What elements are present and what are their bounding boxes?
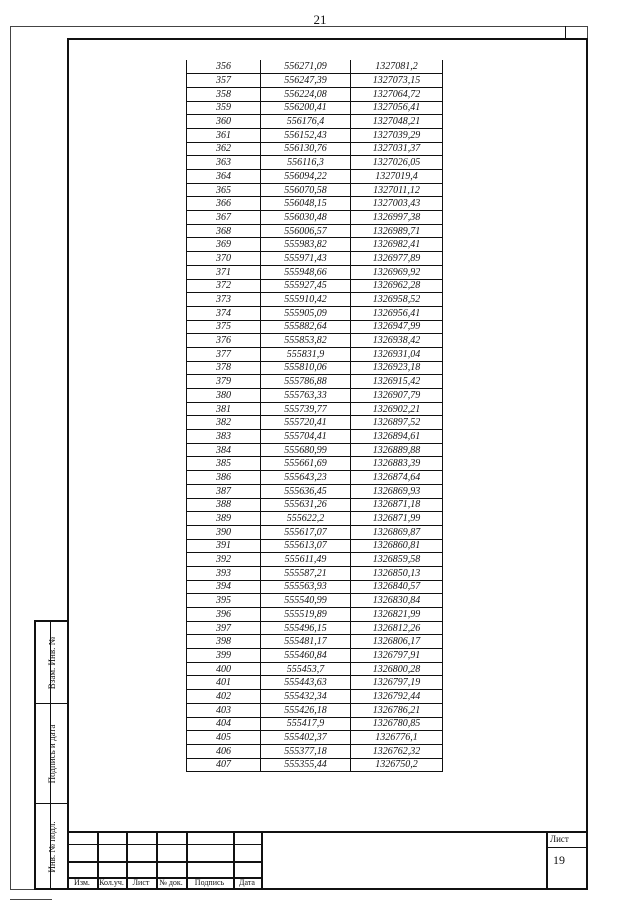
- table-row: [187, 375, 443, 389]
- point-number-cell: 360: [187, 115, 261, 129]
- y-coordinate-cell: 1326982,41: [351, 238, 443, 252]
- sheet-number: 19: [553, 853, 565, 867]
- x-coordinate-cell: 556176,4: [261, 115, 351, 129]
- stamp-column-label: Лист: [132, 878, 150, 887]
- x-coordinate-cell: 556130,76: [261, 142, 351, 156]
- x-coordinate-cell: 555402,37: [261, 731, 351, 745]
- point-number-cell: 382: [187, 416, 261, 430]
- point-number-cell: 364: [187, 170, 261, 184]
- y-coordinate-cell: 1326883,39: [351, 457, 443, 471]
- table-row: [187, 649, 443, 663]
- y-coordinate-cell: 1326947,99: [351, 320, 443, 334]
- y-coordinate-cell: 1326786,21: [351, 703, 443, 717]
- table-row: [187, 265, 443, 279]
- table-row: [187, 197, 443, 211]
- point-number-cell: 365: [187, 183, 261, 197]
- table-row: [187, 279, 443, 293]
- table-row: [187, 238, 443, 252]
- x-coordinate-cell: 555636,45: [261, 484, 351, 498]
- point-number-cell: 402: [187, 690, 261, 704]
- x-coordinate-cell: 555643,23: [261, 471, 351, 485]
- point-number-cell: 404: [187, 717, 261, 731]
- y-coordinate-cell: 1326840,57: [351, 580, 443, 594]
- point-number-cell: 396: [187, 608, 261, 622]
- x-coordinate-cell: 555587,21: [261, 566, 351, 580]
- x-coordinate-cell: 555971,43: [261, 252, 351, 266]
- table-row: [187, 87, 443, 101]
- x-coordinate-cell: 555983,82: [261, 238, 351, 252]
- y-coordinate-cell: 1326869,93: [351, 484, 443, 498]
- stamp-column-label: Подпись: [194, 878, 225, 887]
- side-strip-divider: [50, 620, 51, 890]
- stamp-hline: [67, 831, 588, 833]
- table-row: [187, 731, 443, 745]
- y-coordinate-cell: 1326869,87: [351, 525, 443, 539]
- x-coordinate-cell: 556200,41: [261, 101, 351, 115]
- y-coordinate-cell: 1326797,91: [351, 649, 443, 663]
- x-coordinate-cell: 556116,3: [261, 156, 351, 170]
- point-number-cell: 401: [187, 676, 261, 690]
- point-number-cell: 366: [187, 197, 261, 211]
- table-row: [187, 635, 443, 649]
- point-number-cell: 390: [187, 525, 261, 539]
- table-row: [187, 566, 443, 580]
- x-coordinate-cell: 555443,63: [261, 676, 351, 690]
- sheet-label: Лист: [550, 834, 569, 844]
- point-number-cell: 407: [187, 758, 261, 772]
- x-coordinate-cell: 555453,7: [261, 662, 351, 676]
- table-row: [187, 361, 443, 375]
- x-coordinate-cell: 555882,64: [261, 320, 351, 334]
- y-coordinate-cell: 1326830,84: [351, 594, 443, 608]
- y-coordinate-cell: 1326962,28: [351, 279, 443, 293]
- point-number-cell: 356: [187, 60, 261, 74]
- table-row: [187, 224, 443, 238]
- table-row: [187, 293, 443, 307]
- side-label-signature: Подпись и дата: [46, 724, 57, 783]
- x-coordinate-cell: 555622,2: [261, 512, 351, 526]
- point-number-cell: 381: [187, 402, 261, 416]
- y-coordinate-cell: 1327048,21: [351, 115, 443, 129]
- y-coordinate-cell: 1326938,42: [351, 334, 443, 348]
- y-coordinate-cell: 1326907,79: [351, 389, 443, 403]
- y-coordinate-cell: 1326821,99: [351, 608, 443, 622]
- table-row: [187, 744, 443, 758]
- x-coordinate-cell: 555763,33: [261, 389, 351, 403]
- y-coordinate-cell: 1326860,81: [351, 539, 443, 553]
- x-coordinate-cell: 555661,69: [261, 457, 351, 471]
- table-row: [187, 553, 443, 567]
- point-number-cell: 383: [187, 430, 261, 444]
- table-row: [187, 320, 443, 334]
- table-row: [187, 580, 443, 594]
- table-row: [187, 252, 443, 266]
- point-number-cell: 370: [187, 252, 261, 266]
- point-number-cell: 373: [187, 293, 261, 307]
- table-row: [187, 115, 443, 129]
- point-number-cell: 362: [187, 142, 261, 156]
- y-coordinate-cell: 1326762,32: [351, 744, 443, 758]
- table-row: [187, 662, 443, 676]
- stamp-column-label: Дата: [239, 878, 255, 887]
- table-row: [187, 443, 443, 457]
- point-number-cell: 363: [187, 156, 261, 170]
- y-coordinate-cell: 1326850,13: [351, 566, 443, 580]
- y-coordinate-cell: 1326989,71: [351, 224, 443, 238]
- point-number-cell: 400: [187, 662, 261, 676]
- x-coordinate-cell: 555460,84: [261, 649, 351, 663]
- point-number-cell: 395: [187, 594, 261, 608]
- x-coordinate-cell: 555432,34: [261, 690, 351, 704]
- table-row: [187, 498, 443, 512]
- table-row: [187, 621, 443, 635]
- y-coordinate-cell: 1326806,17: [351, 635, 443, 649]
- y-coordinate-cell: 1326800,28: [351, 662, 443, 676]
- x-coordinate-cell: 555540,99: [261, 594, 351, 608]
- point-number-cell: 377: [187, 347, 261, 361]
- x-coordinate-cell: 555496,15: [261, 621, 351, 635]
- point-number-cell: 405: [187, 731, 261, 745]
- y-coordinate-cell: 1327003,43: [351, 197, 443, 211]
- x-coordinate-cell: 555786,88: [261, 375, 351, 389]
- x-coordinate-cell: 555631,26: [261, 498, 351, 512]
- point-number-cell: 368: [187, 224, 261, 238]
- point-number-cell: 397: [187, 621, 261, 635]
- x-coordinate-cell: 555680,99: [261, 443, 351, 457]
- table-row: [187, 334, 443, 348]
- stamp-vline: [546, 831, 548, 890]
- table-row: [187, 170, 443, 184]
- y-coordinate-cell: 1326956,41: [351, 306, 443, 320]
- y-coordinate-cell: 1326812,26: [351, 621, 443, 635]
- bottom-mark: [10, 899, 52, 900]
- coordinates-table-body: [187, 60, 443, 772]
- table-row: [187, 703, 443, 717]
- point-number-cell: 394: [187, 580, 261, 594]
- stamp-column-label: Кол.уч.: [99, 878, 124, 887]
- y-coordinate-cell: 1326915,42: [351, 375, 443, 389]
- point-number-cell: 398: [187, 635, 261, 649]
- x-coordinate-cell: 555905,09: [261, 306, 351, 320]
- y-coordinate-cell: 1326889,88: [351, 443, 443, 457]
- x-coordinate-cell: 556070,58: [261, 183, 351, 197]
- x-coordinate-cell: 555417,9: [261, 717, 351, 731]
- x-coordinate-cell: 555720,41: [261, 416, 351, 430]
- point-number-cell: 361: [187, 128, 261, 142]
- y-coordinate-cell: 1326871,18: [351, 498, 443, 512]
- point-number-cell: 385: [187, 457, 261, 471]
- coordinates-table: [186, 60, 443, 772]
- y-coordinate-cell: 1326874,64: [351, 471, 443, 485]
- side-label-replacement: Взам. Инв. №: [46, 636, 57, 689]
- y-coordinate-cell: 1327019,4: [351, 170, 443, 184]
- table-row: [187, 347, 443, 361]
- point-number-cell: 391: [187, 539, 261, 553]
- table-row: [187, 457, 443, 471]
- y-coordinate-cell: 1326776,1: [351, 731, 443, 745]
- x-coordinate-cell: 555611,49: [261, 553, 351, 567]
- point-number-cell: 371: [187, 265, 261, 279]
- table-row: [187, 211, 443, 225]
- stamp-vline: [261, 831, 263, 890]
- y-coordinate-cell: 1326792,44: [351, 690, 443, 704]
- point-number-cell: 380: [187, 389, 261, 403]
- page-number: 21: [313, 12, 327, 27]
- y-coordinate-cell: 1327056,41: [351, 101, 443, 115]
- table-row: [187, 142, 443, 156]
- y-coordinate-cell: 1327081,2: [351, 60, 443, 74]
- point-number-cell: 403: [187, 703, 261, 717]
- point-number-cell: 388: [187, 498, 261, 512]
- x-coordinate-cell: 556094,22: [261, 170, 351, 184]
- table-row: [187, 402, 443, 416]
- x-coordinate-cell: 555910,42: [261, 293, 351, 307]
- point-number-cell: 392: [187, 553, 261, 567]
- table-row: [187, 416, 443, 430]
- y-coordinate-cell: 1327073,15: [351, 74, 443, 88]
- side-cell-replacement: [36, 622, 67, 704]
- table-row: [187, 758, 443, 772]
- table-row: [187, 306, 443, 320]
- y-coordinate-cell: 1326931,04: [351, 347, 443, 361]
- x-coordinate-cell: 555810,06: [261, 361, 351, 375]
- point-number-cell: 387: [187, 484, 261, 498]
- table-row: [187, 676, 443, 690]
- table-row: [187, 512, 443, 526]
- point-number-cell: 375: [187, 320, 261, 334]
- y-coordinate-cell: 1326750,2: [351, 758, 443, 772]
- point-number-cell: 369: [187, 238, 261, 252]
- y-coordinate-cell: 1326958,52: [351, 293, 443, 307]
- point-number-cell: 379: [187, 375, 261, 389]
- point-number-cell: 358: [187, 87, 261, 101]
- y-coordinate-cell: 1326977,89: [351, 252, 443, 266]
- table-row: [187, 525, 443, 539]
- x-coordinate-cell: 556152,43: [261, 128, 351, 142]
- x-coordinate-cell: 556247,39: [261, 74, 351, 88]
- corner-tab: [565, 26, 566, 38]
- y-coordinate-cell: 1326780,85: [351, 717, 443, 731]
- x-coordinate-cell: 556048,15: [261, 197, 351, 211]
- table-row: [187, 717, 443, 731]
- title-block: [67, 831, 588, 890]
- point-number-cell: 386: [187, 471, 261, 485]
- stamp-hline: [546, 847, 588, 848]
- y-coordinate-cell: 1327011,12: [351, 183, 443, 197]
- x-coordinate-cell: 555563,93: [261, 580, 351, 594]
- y-coordinate-cell: 1327039,29: [351, 128, 443, 142]
- table-row: [187, 471, 443, 485]
- table-row: [187, 484, 443, 498]
- point-number-cell: 359: [187, 101, 261, 115]
- table-row: [187, 128, 443, 142]
- y-coordinate-cell: 1326997,38: [351, 211, 443, 225]
- x-coordinate-cell: 555704,41: [261, 430, 351, 444]
- point-number-cell: 378: [187, 361, 261, 375]
- table-row: [187, 183, 443, 197]
- x-coordinate-cell: 555355,44: [261, 758, 351, 772]
- x-coordinate-cell: 555426,18: [261, 703, 351, 717]
- point-number-cell: 372: [187, 279, 261, 293]
- x-coordinate-cell: 555519,89: [261, 608, 351, 622]
- table-row: [187, 690, 443, 704]
- point-number-cell: 367: [187, 211, 261, 225]
- table-row: [187, 594, 443, 608]
- point-number-cell: 389: [187, 512, 261, 526]
- x-coordinate-cell: 555377,18: [261, 744, 351, 758]
- x-coordinate-cell: 556271,09: [261, 60, 351, 74]
- table-row: [187, 389, 443, 403]
- y-coordinate-cell: 1327026,05: [351, 156, 443, 170]
- table-row: [187, 74, 443, 88]
- x-coordinate-cell: 555739,77: [261, 402, 351, 416]
- point-number-cell: 374: [187, 306, 261, 320]
- x-coordinate-cell: 556006,57: [261, 224, 351, 238]
- x-coordinate-cell: 555853,82: [261, 334, 351, 348]
- side-label-inventory: Инв. № подл.: [46, 821, 57, 873]
- x-coordinate-cell: 555831,9: [261, 347, 351, 361]
- y-coordinate-cell: 1326894,61: [351, 430, 443, 444]
- table-row: [187, 430, 443, 444]
- y-coordinate-cell: 1326871,99: [351, 512, 443, 526]
- table-row: [187, 101, 443, 115]
- y-coordinate-cell: 1327064,72: [351, 87, 443, 101]
- x-coordinate-cell: 555613,07: [261, 539, 351, 553]
- y-coordinate-cell: 1326859,58: [351, 553, 443, 567]
- table-row: [187, 539, 443, 553]
- stamp-column-label: Изм.: [74, 878, 90, 887]
- table-row: [187, 608, 443, 622]
- side-cell-signature: [36, 704, 67, 804]
- y-coordinate-cell: 1327031,37: [351, 142, 443, 156]
- x-coordinate-cell: 555617,07: [261, 525, 351, 539]
- x-coordinate-cell: 556030,48: [261, 211, 351, 225]
- point-number-cell: 357: [187, 74, 261, 88]
- table-row: [187, 156, 443, 170]
- y-coordinate-cell: 1326797,19: [351, 676, 443, 690]
- point-number-cell: 384: [187, 443, 261, 457]
- x-coordinate-cell: 555481,17: [261, 635, 351, 649]
- point-number-cell: 406: [187, 744, 261, 758]
- y-coordinate-cell: 1326923,18: [351, 361, 443, 375]
- x-coordinate-cell: 555927,45: [261, 279, 351, 293]
- y-coordinate-cell: 1326897,52: [351, 416, 443, 430]
- side-cell-inventory: [36, 804, 67, 890]
- table-row: [187, 60, 443, 74]
- stamp-column-label: № док.: [159, 878, 183, 887]
- y-coordinate-cell: 1326969,92: [351, 265, 443, 279]
- x-coordinate-cell: 556224,08: [261, 87, 351, 101]
- x-coordinate-cell: 555948,66: [261, 265, 351, 279]
- point-number-cell: 393: [187, 566, 261, 580]
- point-number-cell: 376: [187, 334, 261, 348]
- point-number-cell: 399: [187, 649, 261, 663]
- y-coordinate-cell: 1326902,21: [351, 402, 443, 416]
